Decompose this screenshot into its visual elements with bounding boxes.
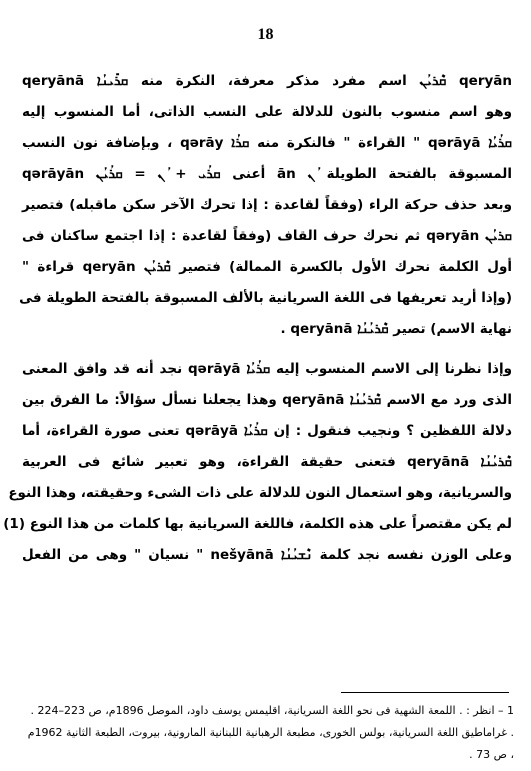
text-line: وإذا نظرنا إلى الاسم المنسوب إليه ܩܪܳܝܳܐ qərāyā نجد أنه قد وافق المعنى bbox=[22, 361, 512, 377]
paragraph-1 bbox=[19, 66, 513, 345]
text-line: نهاية الاسم) تصير ܩܶܪܝܳܢܳܐ qeryānā . bbox=[280, 321, 512, 337]
page-number: 18 bbox=[257, 26, 274, 43]
footnote-divider bbox=[341, 692, 509, 693]
text-line: ܩܶܪܝܳܢܳܐ qeryānā فتعنى حقيقة القراءة، وهو تعبير شائع فى العربية bbox=[22, 454, 512, 470]
text-line: ܩܪܝܳܢ qəryān ثم نحرك حرف القاف (وفقاً لقاعدة : إذا اجتمع ساكنان فى bbox=[22, 228, 512, 244]
footnotes bbox=[18, 700, 514, 766]
text-line: دلالة اللفظين ؟ ونجيب فنقول : إن ܩܪܳܝܳܐ qərāyā تعنى صورة القراءة، أما bbox=[22, 423, 512, 439]
text-line: وهو اسم منسوب بالنون للدلالة على النسب الذاتى، أما المنسوب إليه bbox=[22, 104, 512, 120]
text-line: qeryān ܩܶܪܝܳܢ اسم مفرد مذكر معرفة، النكرة منه ܩܪܺܝܢܳܐ qeryānā bbox=[22, 73, 512, 89]
text-line: الذى ورد مع الاسم ܩܶܪܝܳܢܳܐ qeryānā وهذا يجعلنا نسأل سؤالاً: ما الفرق بين bbox=[22, 392, 513, 408]
text-line: لم يكن مقتصراً على هذه الكلمة، فاللغة السريانية بها كلمات من هذا النوع (1) bbox=[3, 516, 512, 532]
text-line: وبعد حذف حركة الراء (وفقاً لقاعدة : إذا تحرك الآخر سكن ماقبله) فتصير bbox=[22, 197, 512, 213]
text-line: المسبوقة بالفتحة الطويلة ܳܢ ān أعنى ܩܪܳܝ + ܳܢ = ܩܪܳܝܳܢ qərāyān bbox=[22, 166, 512, 182]
footnote-line: . غراماطيق اللغة السريانية، بولس الخورى، مطبعة الرهبانية اللبنانية المارونية، بيروت، الطبعة الثانية 1962م bbox=[27, 726, 514, 739]
text-line: ܩܪܳܝܳܐ qərāyā " القراءة " فالنكرة منه ܩܪܳܐ qərāy ، وبإضافة نون النسب bbox=[22, 135, 512, 151]
text-line: والسريانية، وهو استعمال النون للدلالة على ذات الشىء وحقيقته، وهذا النوع bbox=[8, 485, 512, 501]
paragraph-gap bbox=[22, 345, 512, 354]
footnote-line: 1 – انظر : . اللمعة الشهية فى نحو اللغة السريانية، اقليمس يوسف داود، الموصل 1896م، ص 223–224 . bbox=[30, 704, 514, 717]
paragraph-2 bbox=[3, 354, 513, 571]
text-line: وعلى الوزن نفسه نجد كلمة ܢܶܫܝܳܢܳܐ nešyānā " نسيان " وهى من الفعل bbox=[22, 547, 512, 563]
footnote-line: ، ص 73 . bbox=[469, 748, 514, 761]
text-line: أول الكلمة نحرك الأول بالكسرة الممالة) فتصير ܩܶܪܝܳܢ qeryān قراءة " bbox=[22, 259, 513, 275]
text-line: (وإذا أريد تعريفها فى اللغة السريانية بالألف المسبوقة بالفتحة الطويلة فى bbox=[19, 290, 512, 306]
body-text bbox=[3, 66, 513, 571]
